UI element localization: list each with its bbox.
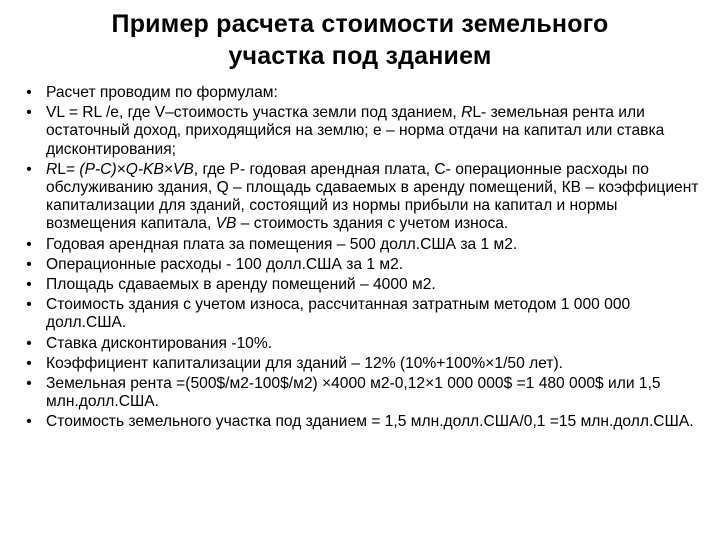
bullet-item-capitalization-rate xyxy=(20,355,708,373)
bullet-item-formulas-intro xyxy=(20,84,708,102)
bullet-icon: • xyxy=(26,255,32,273)
bullet-icon: • xyxy=(26,413,32,431)
bullet-text: Ставка дисконтирования -10%. xyxy=(46,334,273,352)
bullet-text-continued: L- земельная рента или остаточный доход, приходящийся на землю; е – норма отдачи на капитал или ставка дисконтирования; xyxy=(46,104,665,158)
bullet-item-land-rent xyxy=(20,375,708,411)
bullet-text: L= xyxy=(57,160,80,178)
formula-expression: (P-C)×Q-KB×VB xyxy=(79,160,194,178)
bullet-item-land-value-formula xyxy=(20,104,708,159)
bullet-text: Операционные расходы - 100 долл.США за 1 м2. xyxy=(46,255,404,273)
bullet-icon: • xyxy=(26,104,32,122)
formula-symbol-r: R xyxy=(461,104,473,122)
bullet-item-rent-formula xyxy=(20,161,708,234)
bullet-icon: • xyxy=(26,354,32,372)
formula-symbol-r: R xyxy=(46,160,58,178)
bullet-icon: • xyxy=(26,235,32,253)
bullet-icon: • xyxy=(26,276,32,294)
bullet-text: Стоимость земельного участка под зданием = 1,5 млн.долл.США/0,1 =15 млн.долл.США. xyxy=(46,413,694,431)
bullet-item-discount-rate xyxy=(20,335,708,353)
bullet-text: VL = RL /e, где V–стоимость участка земли под зданием, xyxy=(46,104,462,122)
bullet-icon: • xyxy=(26,84,32,101)
bullet-icon: • xyxy=(26,160,32,178)
bullet-item-annual-rent xyxy=(20,236,708,254)
bullet-icon: • xyxy=(26,375,32,393)
bullet-text-continued: , где Р- годовая арендная плата, С- операционные расходы по обслуживанию здания, Q – площадь сдаваемых в аренду помещений, КВ – коэффициент капитализации для зданий, состоящий из нормы прибыли на капитал и нормы возмещения капитала, xyxy=(46,160,699,233)
bullet-text: Земельная рента =(500$/м2-100$/м2) ×4000 м2-0,12×1 000 000$ =1 480 000$ или 1,5 млн.долл.США. xyxy=(46,375,661,411)
bullet-text-end: – стоимость здания с учетом износа. xyxy=(236,215,509,233)
bullet-text: Коэффициент капитализации для зданий – 12% (10%+100%×1/50 лет). xyxy=(46,354,563,372)
bullet-item-rentable-area xyxy=(20,276,708,294)
bullet-text: Годовая арендная плата за помещения – 500 долл.США за 1 м2. xyxy=(46,235,518,253)
title-line-1: Пример расчета стоимости земельного xyxy=(111,10,609,38)
title-line-2: участка под зданием xyxy=(228,42,492,70)
bullet-list xyxy=(20,84,708,434)
bullet-text: Площадь сдаваемых в аренду помещений – 4000 м2. xyxy=(46,276,436,294)
bullet-item-land-plot-value xyxy=(20,413,708,431)
bullet-item-building-value xyxy=(20,296,708,332)
bullet-text: Расчет проводим по формулам: xyxy=(46,84,278,101)
bullet-item-operating-costs xyxy=(20,256,708,274)
bullet-text: Стоимость здания с учетом износа, рассчитанная затратным методом 1 000 000 долл.США. xyxy=(46,296,631,332)
bullet-icon: • xyxy=(26,296,32,314)
formula-symbol-vb: VB xyxy=(215,215,237,233)
slide-title xyxy=(40,8,680,72)
bullet-icon: • xyxy=(26,334,32,352)
